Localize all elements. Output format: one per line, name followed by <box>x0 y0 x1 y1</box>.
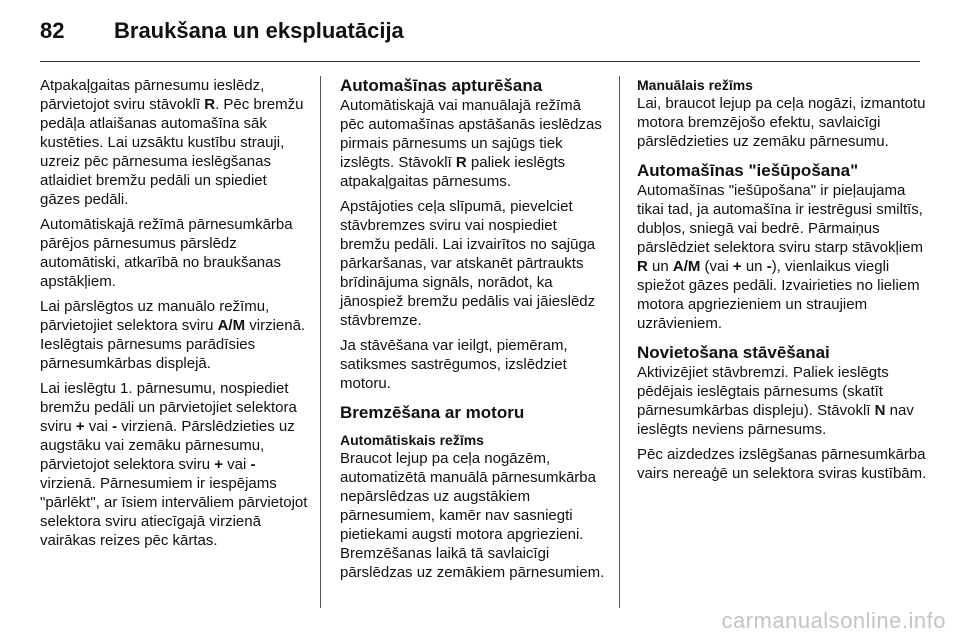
column-1 <box>40 76 308 556</box>
paragraph: Lai pārslēgtos uz manuālo režīmu, pārvietojiet selektora sviru A/M virzienā. Ieslēgtais pārnesums parādīsies pārnesumkārbas displejā. <box>40 298 306 372</box>
paragraph: Aktivizējiet stāvbremzi. Paliek ieslēgts pēdējais ieslēgtais pārnesums (skatīt pārnesumkārbas displeju). Stāvoklī N nav ieslēgts neviens pārnesums. <box>637 364 914 438</box>
paragraph: Pēc aizdedzes izslēgšanas pārnesumkārba vairs nereaģē un selektora sviras kustībām. <box>637 446 927 482</box>
section-heading: Automašīnas apturēšana <box>340 76 543 95</box>
column-2 <box>340 76 608 588</box>
paragraph: Atpakaļgaitas pārnesumu ieslēdz, pārvietojot sviru stāvoklī R. Pēc bremžu pedāļa atlaišanas automašīna sāk kustēties. Lai uzsāktu kustību strauji, uzreiz pēc pārnesuma ieslēgšanas atlaidiet bremžu pedāli un spiediet gāzes pedāli. <box>40 77 304 208</box>
page-number: 82 <box>40 18 65 43</box>
paragraph: Lai ieslēgtu 1. pārnesumu, nospiediet bremžu pedāli un pārvietojiet selektora sviru + vai - virzienā. Pārslēdzieties uz augstāku vai zemāku pārnesumu, pārvietojot selektora sviru + vai - virzienā. Pārnesumiem ir iespējams "pārlēkt", ar īsiem intervāliem pārvietojot selektora sviru atiecīgajā virzienā vairākas reizes pēc kārtas. <box>40 380 308 549</box>
column-divider <box>320 76 321 608</box>
page-title: Braukšana un ekspluatācija <box>114 18 404 43</box>
watermark: carmanualsonline.info <box>721 608 946 633</box>
page-header <box>0 0 960 62</box>
paragraph: Braucot lejup pa ceļa nogāzēm, automatizētā manuālā pārnesumkārba nepārslēdzas uz augstākiem pārnesumiem, kamēr nav sasniegti pietiekami augsti motora apgriezieni. Bremzēšanas laikā tā savlaicīgi pārslēdzas uz zemākiem pārnesumiem. <box>340 450 605 581</box>
paragraph: Automātiskajā vai manuālajā režīmā pēc automašīnas apstāšanās ieslēdzas pirmais pārnesums un sajūgs tiek izslēgts. Stāvoklī R paliek ieslēgts atpakaļgaitas pārnesums. <box>340 97 602 190</box>
paragraph: Ja stāvēšana var ieilgt, piemēram, satiksmes sastrēgumos, izslēdziet motoru. <box>340 337 568 392</box>
paragraph: Lai, braucot lejup pa ceļa nogāzi, izmantotu motora bremzējošo efektu, savlaicīgi pārslēdzieties uz zemāku pārnesumu. <box>637 95 926 150</box>
paragraph: Apstājoties ceļa slīpumā, pievelciet stāvbremzes sviru vai nospiediet bremžu pedāli. Lai izvairītos no sajūga pārkaršanas, var atskanēt pārtraukts brīdinājuma signāls, norādot, ka jānospiež bremžu pedālis vai jāieslēdz stāvbremze. <box>340 198 596 329</box>
header-rule <box>40 61 920 62</box>
paragraph: Automašīnas "iešūpošana" ir pieļaujama tikai tad, ja automašīna ir iestrēgusi smiltīs, dubļos, sniegā vai bedrē. Pārmaiņus pārslēdziet selektora sviru starp stāvokļiem R un A/M (vai + un -), vienlaikus viegli spiežot gāzes pedāli. Izvairieties no lieliem motora apgriezieniem un straujiem uzrāvieniem. <box>637 182 923 332</box>
section-heading: Automašīnas "iešūpošana" <box>637 161 859 180</box>
section-heading: Bremzēšana ar motoru <box>340 403 525 422</box>
paragraph: Automātiskajā režīmā pārnesumkārba pārējos pārnesumus pārslēdz automātiski, atkarībā no braukšanas apstākļiem. <box>40 216 293 290</box>
column-3 <box>637 76 927 489</box>
section-heading: Novietošana stāvēšanai <box>637 343 830 362</box>
subsection-heading: Automātiskais režīms <box>340 432 484 448</box>
subsection-heading: Manuālais režīms <box>637 77 753 93</box>
column-divider <box>619 76 620 608</box>
